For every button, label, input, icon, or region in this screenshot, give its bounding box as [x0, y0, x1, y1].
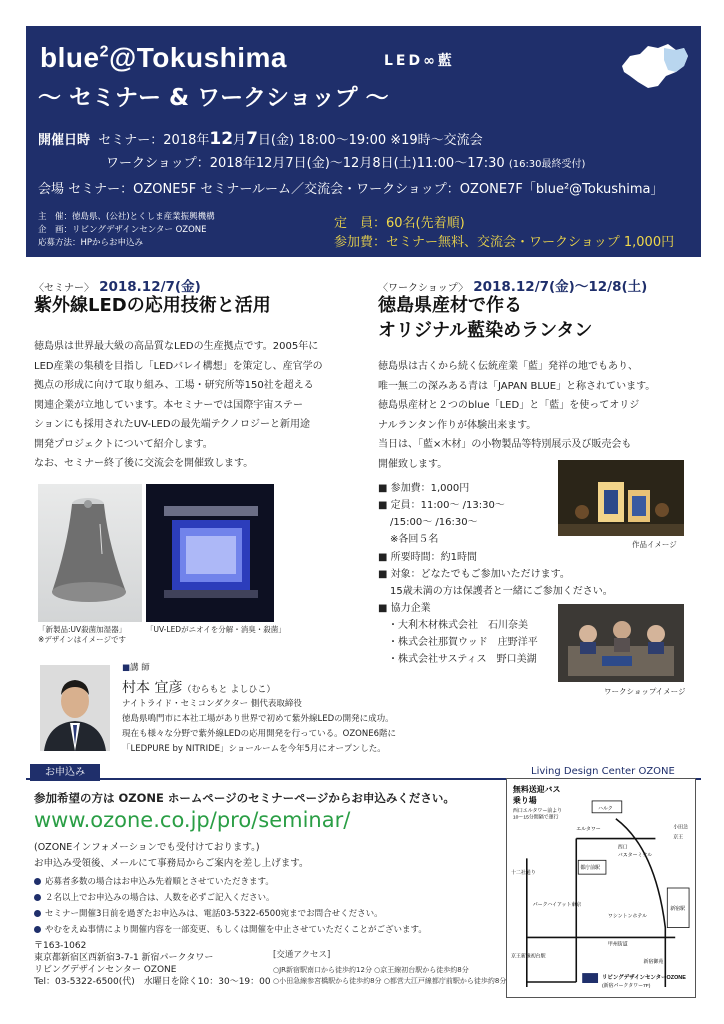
ldc-brand: Living Design Center OZONE — [531, 766, 675, 777]
speaker-label: ■講 師 — [122, 663, 150, 673]
workshop-photo — [558, 604, 684, 682]
partner-item: ・大利木材株式会社 石川奈美 — [388, 620, 528, 631]
speaker-bio-line: ナイトライド・セミコンダクター 側代表取締役 — [122, 699, 302, 709]
map-label: 京王新線初台駅 — [510, 954, 546, 960]
notice-item: 応募者多数の場合はお申込み先着順とさせていただきます。 — [34, 874, 274, 890]
bus-title: 乗り場 — [512, 795, 537, 805]
caption-design-note: ※デザインはイメージです — [38, 635, 127, 644]
lantern-caption: 作品イメージ — [632, 540, 677, 549]
fee: 参加費：セミナー無料、交流会・ワークショップ 1,000円 — [334, 235, 675, 250]
map-label: 新宿駅 — [670, 906, 686, 912]
postal-code: 〒163-1062 — [34, 941, 87, 951]
map-label: ハルク — [598, 806, 613, 812]
how-to-apply: 応募方法：HPからお申込み — [38, 238, 144, 248]
notice-item: ２名以上でお申込みの場合は、人数を必ずご記入ください。 — [34, 890, 275, 906]
event-tagline: LED∞藍 — [384, 53, 455, 69]
caption-humidifier: 「新製品:UV殺菌加湿器」 — [38, 625, 127, 634]
speaker-name: 村本 宜彦（むらもと よしひこ） — [122, 680, 276, 696]
phone-hours: Tel：03-5322-6500(代) 水曜日を除く10：30〜19：00 — [34, 977, 271, 987]
access-map — [506, 778, 696, 998]
info-fee: ■ 参加費：1,000円 — [378, 483, 470, 494]
application-tab: お申込み — [30, 764, 100, 781]
info-capacity-note: ※各回５名 — [390, 534, 439, 545]
workshop-title-line2: オリジナル藍染めランタン — [378, 320, 593, 341]
map-label: パークハイアット東京 — [532, 902, 582, 908]
workshop-heading: 〈ワークショップ〉 2018.12/7(金)〜12/8(土) — [378, 279, 648, 295]
info-target-note: 15歳未満の方は保護者と一緒にご参加ください。 — [390, 586, 613, 597]
info-capacity: ■ 定員：11:00〜 /13:30〜 — [378, 500, 505, 511]
bus-title: 無料送迎バス — [512, 785, 561, 795]
info-target: ■ 対象：どなたでもご参加いただけます。 — [378, 569, 570, 580]
bus-note: 10〜15分間隔で運行 — [512, 815, 559, 821]
workshop-body: 徳島県は古くから続く伝統産業「藍」発祥の地でもあり、 唯一無二の深みある青は「JAPAN BLUE」と称されています。 徳島県産材と２つのblue「LED」と「藍」を使ってオリジ ナルランタン作りが体験出来ます。 当日は、「藍×木材」の小物製品等特別展示及び販売会も 開催致します。 — [378, 361, 656, 470]
map-label: 小田急 — [673, 825, 689, 831]
application-lead: 参加希望の方は OZONE ホームページのセミナーページからお申込みください。 — [34, 791, 455, 805]
speaker-bio-line: 現在も様々な分野で紫外線LEDの応用開発を行っている。OZONE6階に — [122, 729, 396, 739]
humidifier-photo — [38, 484, 142, 622]
address-line: リビングデザインセンター OZONE — [34, 965, 177, 975]
venue: 会場 セミナー：OZONE5F セミナールーム／交流会・ワークショップ：OZONE7F「blue²@Tokushima」 — [38, 182, 664, 197]
uv-led-photo — [146, 484, 274, 622]
event-subtitle: 〜 セミナー & ワークショップ 〜 — [38, 85, 389, 111]
map-label: エルタワー — [576, 827, 601, 833]
event-title: blue$^2$@Tokushima — [40, 42, 287, 73]
date-workshop: ワークショップ：2018年12月7日(金)〜12月8日(土)11:00〜17:30 (16:30最終受付) — [106, 156, 586, 171]
capacity: 定 員：60名(先着順) — [334, 216, 465, 231]
map-label: 甲州街道 — [607, 942, 628, 948]
header-banner — [26, 26, 701, 257]
partner-item: ・株式会社那賀ウッド 庄野洋平 — [388, 637, 538, 648]
date-seminar: 開催日時 セミナー：2018年12月7日(金) 18:00〜19:00 ※19時〜交流会 — [38, 129, 483, 149]
lantern-photo — [558, 460, 684, 536]
map-label: 京王 — [673, 835, 684, 841]
ozone-marker-icon — [582, 973, 598, 983]
info-duration: ■ 所要時間：約1時間 — [378, 552, 477, 563]
map-label: バスターミナル — [617, 853, 653, 859]
application-note: お申込み受領後、メールにて事務局からご案内を差し上げます。 — [34, 858, 309, 869]
ozone-label: リビングデザインセンターOZONE — [601, 975, 686, 982]
workshop-caption: ワークショップイメージ — [604, 687, 686, 696]
info-capacity-times: /15:00〜 /16:30〜 — [390, 517, 478, 528]
map-label: ワシントンホテル — [607, 914, 648, 920]
planner: 企 画：リビングデザインセンター OZONE — [38, 225, 207, 235]
access-line: ○小田急線参宮橋駅から徒歩約8分 ○都営大江戸線都庁前駅から徒歩約8分 — [273, 977, 507, 985]
partner-item: ・株式会社サスティス 野口美湖 — [388, 654, 537, 665]
seminar-body: 徳島県は世界最大級の高品質なLEDの生産拠点です。2005年に LED産業の集積を目指し「LEDバレイ構想」を策定し、産官学の 拠点の形成に向けて取り組み、工場・研究所等150社を超える 関連企業が立地しています。本セミナーでは国際宇宙ステー ションにも採用されたUV-LEDの最先端テクノロジーと新用途 開発プロジェクトについて紹介します。 なお、セミナー終了後に交流会を開催致します。 — [34, 341, 323, 469]
info-partners: ■ 協力企業 — [378, 603, 431, 614]
address-line: 東京都新宿区西新宿3-7-1 新宿パークタワー — [34, 953, 214, 963]
seminar-url-link[interactable]: www.ozone.co.jp/pro/seminar/ — [34, 808, 351, 832]
map-label: 新宿御苑 — [643, 960, 664, 966]
bus-note: 西口エルタワー前より — [512, 808, 563, 814]
ozone-sub: (新宿パークタワー7F) — [601, 983, 651, 989]
access-title: [交通アクセス] — [273, 950, 331, 960]
speaker-photo — [40, 665, 110, 751]
application-note: (OZONEインフォメーションでも受付けております。) — [34, 842, 260, 853]
map-label: 西口 — [617, 845, 628, 851]
shikoku-map-icon — [618, 36, 692, 92]
caption-uv-led: 「UV-LEDがニオイを分解・消臭・殺菌」 — [146, 625, 286, 634]
speaker-bio-line: 「LEDPURE by NITRIDE」ショールームを今年5月にオープンした。 — [122, 744, 386, 754]
access-line: ○JR新宿駅南口から徒歩約12分 ○京王線初台駅から徒歩約8分 — [273, 966, 469, 974]
speaker-bio-line: 徳島県鳴門市に本社工場があり世界で初めて紫外線LEDの開発に成功。 — [122, 714, 394, 724]
workshop-title-line1: 徳島県産材で作る — [378, 295, 522, 316]
map-label: 都庁前駅 — [580, 866, 600, 872]
seminar-title: 紫外線LEDの応用技術と活用 — [34, 295, 271, 316]
map-label: 十二社通り — [510, 871, 536, 877]
notice-item: やむをえぬ事情により開催内容を一部変更、もしくは開催を中止させていただくことがございます。 — [34, 922, 427, 938]
notice-item: セミナー開催3日前を過ぎたお申込みは、電話03-5322-6500宛までお問合せください。 — [34, 906, 383, 922]
seminar-heading: 〈セミナー〉 2018.12/7(金) — [34, 279, 201, 295]
organizer: 主 催：徳島県、(公社)とくしま産業振興機構 — [38, 212, 215, 222]
